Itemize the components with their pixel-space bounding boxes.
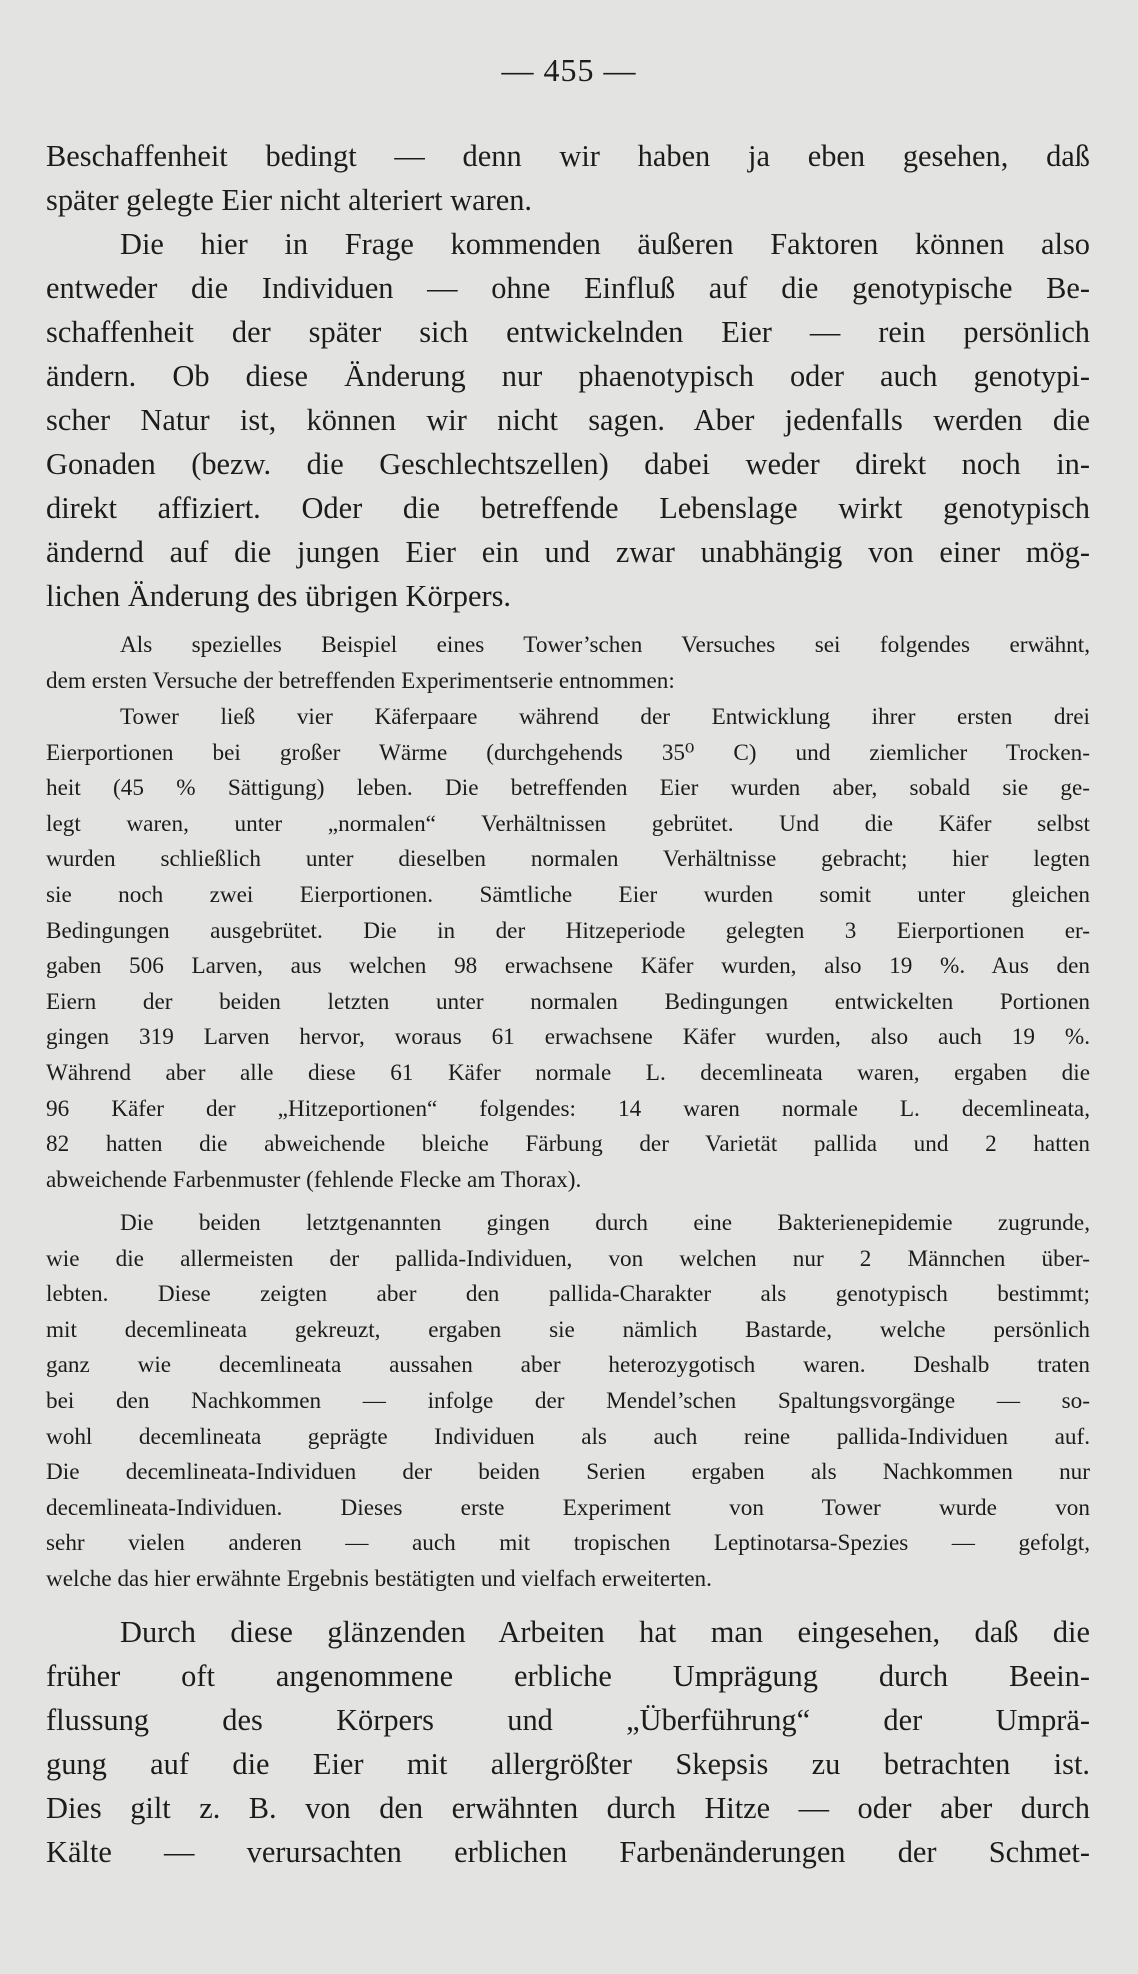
small-paragraph-3-line: ganz wie decemlineata aussahen aber heterozygotisch waren. Deshalb traten xyxy=(46,1352,1090,1379)
paragraph-2 xyxy=(46,222,1090,618)
small-paragraph-2-line: Eiern der beiden letzten unter normalen Bedingungen entwickelten Portionen xyxy=(46,988,1090,1015)
paragraph-2-line: direkt affiziert. Oder die betreffende Lebenslage wirkt genotypisch xyxy=(46,491,1090,525)
paragraph-3-line: gung auf die Eier mit allergrößter Skepsis zu betrachten ist. xyxy=(46,1747,1090,1781)
paragraph-2-line: lichen Änderung des übrigen Körpers. xyxy=(46,579,512,613)
small-paragraph-3-line: Die beiden letztgenannten gingen durch eine Bakterienepidemie zugrunde, xyxy=(120,1210,1090,1236)
small-paragraph-3-line: mit decemlineata gekreuzt, ergaben sie nämlich Bastarde, welche persönlich xyxy=(46,1316,1090,1343)
paragraph-3-line: früher oft angenommene erbliche Umprägung durch Beein- xyxy=(46,1659,1090,1693)
small-paragraph-3-line: lebten. Diese zeigten aber den pallida-Charakter als genotypisch bestimmt; xyxy=(46,1281,1090,1308)
small-paragraph-1 xyxy=(46,628,1090,699)
small-paragraph-2-line: Tower ließ vier Käferpaare während der Entwicklung ihrer ersten drei xyxy=(120,704,1090,730)
paragraph-3-line: flussung des Körpers und „Überführung“ der Umprä- xyxy=(46,1703,1090,1737)
small-paragraph-2-line: Bedingungen ausgebrütet. Die in der Hitzeperiode gelegten 3 Eierportionen er- xyxy=(46,917,1090,944)
paragraph-2-line: Die hier in Frage kommenden äußeren Faktoren können also xyxy=(120,227,1090,261)
paragraph-1-line: später gelegte Eier nicht alteriert waren. xyxy=(46,183,532,217)
paragraph-3-line: Kälte — verursachten erblichen Farbenänderungen der Schmet- xyxy=(46,1835,1090,1869)
paragraph-2-line: Gonaden (bezw. die Geschlechtszellen) dabei weder direkt noch in- xyxy=(46,447,1090,481)
small-paragraph-2-line: sie noch zwei Eierportionen. Sämtliche Eier wurden somit unter gleichen xyxy=(46,881,1090,908)
small-paragraph-2-line: legt waren, unter „normalen“ Verhältnissen gebrütet. Und die Käfer selbst xyxy=(46,810,1090,837)
paragraph-2-line: ändern. Ob diese Änderung nur phaenotypisch oder auch genotypi- xyxy=(46,359,1090,393)
small-paragraph-2-line: abweichende Farbenmuster (fehlende Flecke am Thorax). xyxy=(46,1166,582,1193)
page-number: — 455 — xyxy=(501,52,637,88)
small-paragraph-3-line: wohl decemlineata geprägte Individuen als auch reine pallida-Individuen auf. xyxy=(46,1423,1090,1450)
small-paragraph-2-line: heit (45 % Sättigung) leben. Die betreffenden Eier wurden aber, sobald sie ge- xyxy=(46,775,1090,802)
small-paragraph-1-line: dem ersten Versuche der betreffenden Experimentserie entnommen: xyxy=(46,667,675,694)
small-paragraph-3-line: sehr vielen anderen — auch mit tropischen Leptinotarsa-Spezies — gefolgt, xyxy=(46,1530,1090,1557)
small-paragraph-1-line: Als spezielles Beispiel eines Tower’schen Versuches sei folgendes erwähnt, xyxy=(120,632,1090,658)
small-paragraph-3-line: decemlineata-Individuen. Dieses erste Experiment von Tower wurde von xyxy=(46,1494,1090,1521)
paragraph-2-line: ändernd auf die jungen Eier ein und zwar unabhängig von einer mög- xyxy=(46,535,1090,569)
small-paragraph-2-line: Eierportionen bei großer Wärme (durchgehends 35⁰ C) und ziemlicher Trocken- xyxy=(46,739,1090,766)
paragraph-3-line: Durch diese glänzenden Arbeiten hat man eingesehen, daß die xyxy=(120,1615,1090,1649)
paragraph-2-line: schaffenheit der später sich entwickelnden Eier — rein persönlich xyxy=(46,315,1090,349)
paragraph-2-line: scher Natur ist, können wir nicht sagen. Aber jedenfalls werden die xyxy=(46,403,1090,437)
paragraph-1 xyxy=(46,134,1090,222)
small-paragraph-2-line: 96 Käfer der „Hitzeportionen“ folgendes: 14 waren normale L. decemlineata, xyxy=(46,1095,1090,1122)
paragraph-3 xyxy=(46,1610,1090,1874)
small-paragraph-3-line: Die decemlineata-Individuen der beiden Serien ergaben als Nachkommen nur xyxy=(46,1459,1090,1486)
small-paragraph-3 xyxy=(46,1206,1090,1598)
small-paragraph-2-line: 82 hatten die abweichende bleiche Färbung der Varietät pallida und 2 hatten xyxy=(46,1131,1090,1158)
paragraph-1-line: Beschaffenheit bedingt — denn wir haben ja eben gesehen, daß xyxy=(46,139,1090,173)
paragraph-2-line: entweder die Individuen — ohne Einfluß auf die genotypische Be- xyxy=(46,271,1090,305)
small-paragraph-3-line: welche das hier erwähnte Ergebnis bestätigten und vielfach erweiterten. xyxy=(46,1565,712,1592)
small-paragraph-2-line: Während aber alle diese 61 Käfer normale L. decemlineata waren, ergaben die xyxy=(46,1059,1090,1086)
small-paragraph-2-line: wurden schließlich unter dieselben normalen Verhältnisse gebracht; hier legten xyxy=(46,846,1090,873)
small-paragraph-2 xyxy=(46,700,1090,1198)
paragraph-3-line: Dies gilt z. B. von den erwähnten durch Hitze — oder aber durch xyxy=(46,1791,1090,1825)
small-paragraph-2-line: gaben 506 Larven, aus welchen 98 erwachsene Käfer wurden, also 19 %. Aus den xyxy=(46,953,1090,980)
small-paragraph-2-line: gingen 319 Larven hervor, woraus 61 erwachsene Käfer wurden, also auch 19 %. xyxy=(46,1024,1090,1051)
small-paragraph-3-line: bei den Nachkommen — infolge der Mendel’schen Spaltungsvorgänge — so- xyxy=(46,1387,1090,1414)
small-paragraph-3-line: wie die allermeisten der pallida-Individuen, von welchen nur 2 Männchen über- xyxy=(46,1245,1090,1272)
